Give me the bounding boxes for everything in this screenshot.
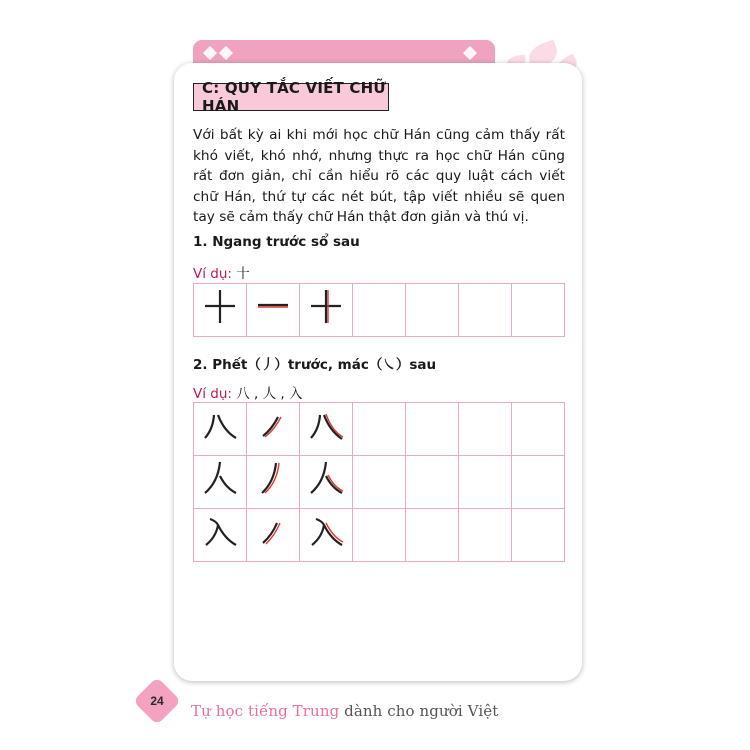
stroke-vertical-icon (306, 286, 346, 326)
practice-cell (300, 284, 353, 337)
practice-cell (512, 509, 565, 562)
practice-cell (194, 509, 247, 562)
practice-cell (300, 509, 353, 562)
practice-row (194, 509, 565, 562)
practice-cell (459, 509, 512, 562)
practice-cell (247, 456, 300, 509)
section-heading (193, 79, 389, 115)
stroke-na-icon (306, 458, 346, 498)
practice-cell (247, 403, 300, 456)
char-ru-icon (200, 511, 240, 551)
book-title-highlight: Tự học tiếng Trung (191, 702, 340, 720)
practice-cell (300, 403, 353, 456)
practice-cell (353, 284, 406, 337)
rule-1-example (193, 262, 250, 282)
practice-cell (194, 456, 247, 509)
diamond-icon (219, 46, 233, 60)
practice-grid-2 (193, 402, 565, 562)
practice-cell (353, 403, 406, 456)
practice-row (194, 456, 565, 509)
example-chars: 十 (236, 266, 250, 282)
rule-1-title: 1. Ngang trước sổ sau (193, 234, 360, 250)
practice-cell (247, 284, 300, 337)
practice-grid-1 (193, 283, 565, 337)
rule-2-example (193, 382, 303, 402)
rule-2-title: 2. Phết（丿）trước, mác（㇏）sau (193, 357, 437, 373)
practice-cell (459, 403, 512, 456)
stroke-na-icon (306, 405, 346, 445)
page-number: 24 (150, 694, 164, 708)
diamond-icon (463, 46, 477, 60)
practice-cell (353, 456, 406, 509)
stroke-horizontal-icon (253, 286, 293, 326)
example-label: Ví dụ: (193, 266, 232, 282)
practice-cell (512, 456, 565, 509)
char-full-icon (200, 286, 240, 326)
practice-cell (247, 509, 300, 562)
practice-cell (353, 509, 406, 562)
practice-cell (406, 284, 459, 337)
char-ba-icon (200, 405, 240, 445)
stroke-pie-icon (253, 458, 293, 498)
practice-row (194, 284, 565, 337)
practice-cell (406, 509, 459, 562)
stroke-pie-icon (253, 511, 293, 551)
practice-cell (512, 284, 565, 337)
section-heading-text: C: QUY TẮC VIẾT CHỮ HÁN (202, 79, 387, 115)
stroke-na-icon (306, 511, 346, 551)
diamond-icon (203, 46, 217, 60)
practice-cell (512, 403, 565, 456)
practice-cell (194, 403, 247, 456)
book-title (191, 702, 498, 720)
practice-cell (300, 456, 353, 509)
intro-paragraph: Với bất kỳ ai khi mới học chữ Hán cũng cảm thấy rất khó viết, khó nhớ, nhưng thực ra học chữ Hán cũng rất đơn giản, chỉ cần hiểu rõ các quy luật cách viết chữ Hán, thứ tự các nét bút, tập viết nhiều sẽ quen tay sẽ cảm thấy chữ Hán thật đơn giản và thú vị. (193, 127, 565, 225)
practice-cell (406, 403, 459, 456)
practice-cell (406, 456, 459, 509)
practice-cell (459, 284, 512, 337)
practice-cell (459, 456, 512, 509)
char-ren-icon (200, 458, 240, 498)
practice-row (194, 403, 565, 456)
book-title-rest: dành cho người Việt (339, 702, 499, 720)
example-chars: 八 , 人 , 入 (236, 386, 303, 402)
example-label: Ví dụ: (193, 386, 232, 402)
practice-cell (194, 284, 247, 337)
stroke-pie-icon (253, 405, 293, 445)
